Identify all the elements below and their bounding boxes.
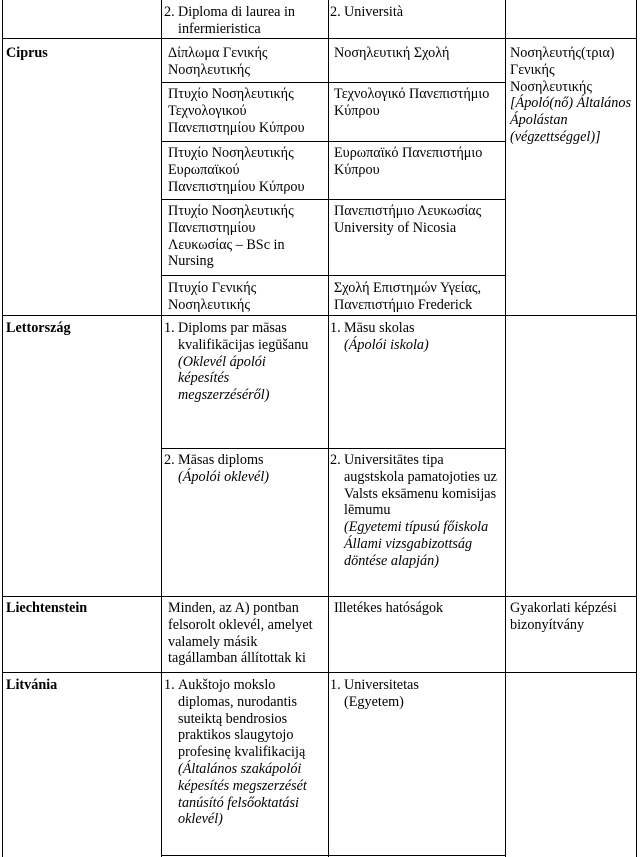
- table-border-left: [2, 0, 3, 857]
- title-greek: Νοσηλευτής(τρια) Γενικής Νοσηλευτικής: [510, 45, 615, 95]
- ciprus-qualification-3: Πτυχίο Νοσηλευτικής Ευρωπαϊκού Πανεπιστημίου Κύπρου: [168, 145, 305, 195]
- lettorszag-qualification-2: [164, 452, 314, 486]
- column-divider-3: [505, 0, 506, 857]
- institution-hungarian: (Egyetemi típusú főiskola Állami vizsgabizottság döntése alapján): [344, 519, 489, 569]
- top-mid-cell: [164, 4, 326, 38]
- item-number: 1.: [330, 320, 341, 336]
- country-liechtenstein: Liechtenstein: [6, 600, 88, 616]
- ciprus-institution-4: Πανεπιστήμιο Λευκωσίας University of Nicosia: [334, 203, 482, 236]
- liechtenstein-institution: Illetékes hatóságok: [334, 600, 444, 616]
- ciprus-institution-2: Τεχνολογικό Πανεπιστήμιο Κύπρου: [334, 86, 490, 119]
- lettorszag-qualification-1: [164, 320, 314, 404]
- row-divider: [2, 38, 637, 39]
- item-number: 1.: [330, 677, 341, 693]
- row-divider: [2, 596, 637, 597]
- ciprus-institution-5: Σχολή Επιστημών Υγείας, Πανεπιστήμιο Frederick: [334, 280, 482, 313]
- litvania-qualification: [164, 677, 326, 828]
- institution-hungarian: (Ápolói iskola): [344, 336, 429, 353]
- row-divider: [161, 82, 505, 83]
- institution-name: Māsu skolas: [344, 320, 415, 336]
- qualification-hungarian: (Általános szakápolói képesítés megszerzését tanúsító felsőoktatási oklevél): [178, 760, 307, 828]
- institution-name: Universitātes tipa augstskola pamatojoties uz Valsts eksāmenu komisijas lēmumu: [344, 452, 497, 519]
- row-divider: [161, 199, 505, 200]
- column-divider-1: [161, 0, 162, 857]
- country-litvania: Litvánia: [6, 677, 58, 693]
- ciprus-professional-title: [510, 45, 632, 146]
- country-lettorszag: Lettország: [6, 320, 71, 336]
- liechtenstein-professional-title: Gyakorlati képzési bizonyítvány: [510, 600, 617, 633]
- country-ciprus: Ciprus: [6, 45, 48, 61]
- institution-hungarian: (Egyetem): [344, 693, 404, 710]
- ciprus-qualification-5: Πτυχίο Γενικής Νοσηλευτικής: [168, 280, 257, 313]
- title-hungarian: [Ápoló(nő) Általános Ápolástan (végzettséggel)]: [510, 95, 631, 145]
- column-divider-2: [328, 0, 329, 857]
- ciprus-qualification-4: Πτυχίο Νοσηλευτικής Πανεπιστημίου Λευκωσίας – BSc in Nursing: [168, 203, 294, 270]
- top-right-cell: [330, 4, 502, 21]
- table-border-right: [636, 0, 637, 857]
- lettorszag-institution-2: [330, 452, 502, 570]
- ciprus-institution-3: Ευρωπαϊκό Πανεπιστήμιο Κύπρου: [334, 145, 483, 178]
- table-border-bottom: [161, 855, 505, 856]
- item-number: 2.: [164, 452, 175, 468]
- item-number: 2.: [164, 4, 175, 20]
- qualification-hungarian: (Oklevél ápolói képesítés megszerzéséről): [178, 353, 270, 404]
- qualification-name: Māsas diploms: [178, 452, 264, 468]
- ciprus-qualification-2: Πτυχίο Νοσηλευτικής Τεχνολογικού Πανεπιστημίου Κύπρου: [168, 86, 305, 136]
- row-divider: [161, 275, 505, 276]
- qualification-name: Diploms par māsas kvalifikācijas iegūšanu: [178, 320, 309, 353]
- qualification-name: Diploma di laurea in infermieristica: [178, 4, 296, 37]
- row-divider: [2, 672, 637, 673]
- row-divider: [2, 315, 637, 316]
- lettorszag-institution-1: [330, 320, 502, 354]
- item-number: 2.: [330, 452, 341, 468]
- qualification-hungarian: (Ápolói oklevél): [178, 468, 269, 485]
- item-number: 1.: [164, 677, 175, 693]
- qualification-name: Aukštojo mokslo diplomas, nurodantis suteiktą bendrosios praktikos slaugytojo profesinę kvalifikaciją: [178, 677, 306, 761]
- institution-name: Universitetas: [344, 677, 419, 693]
- ciprus-institution-1: Νοσηλευτική Σχολή: [334, 45, 450, 61]
- row-divider: [161, 448, 505, 449]
- row-divider: [161, 141, 505, 142]
- liechtenstein-qualification: Minden, az A) pontban felsorolt oklevél, amelyet valamely másik tagállamban állítottak ki: [168, 600, 313, 667]
- institution-name: Università: [344, 4, 404, 20]
- litvania-institution: [330, 677, 502, 711]
- item-number: 2.: [330, 4, 341, 20]
- item-number: 1.: [164, 320, 175, 336]
- ciprus-qualification-1: Δίπλωμα Γενικής Νοσηλευτικής: [168, 45, 268, 78]
